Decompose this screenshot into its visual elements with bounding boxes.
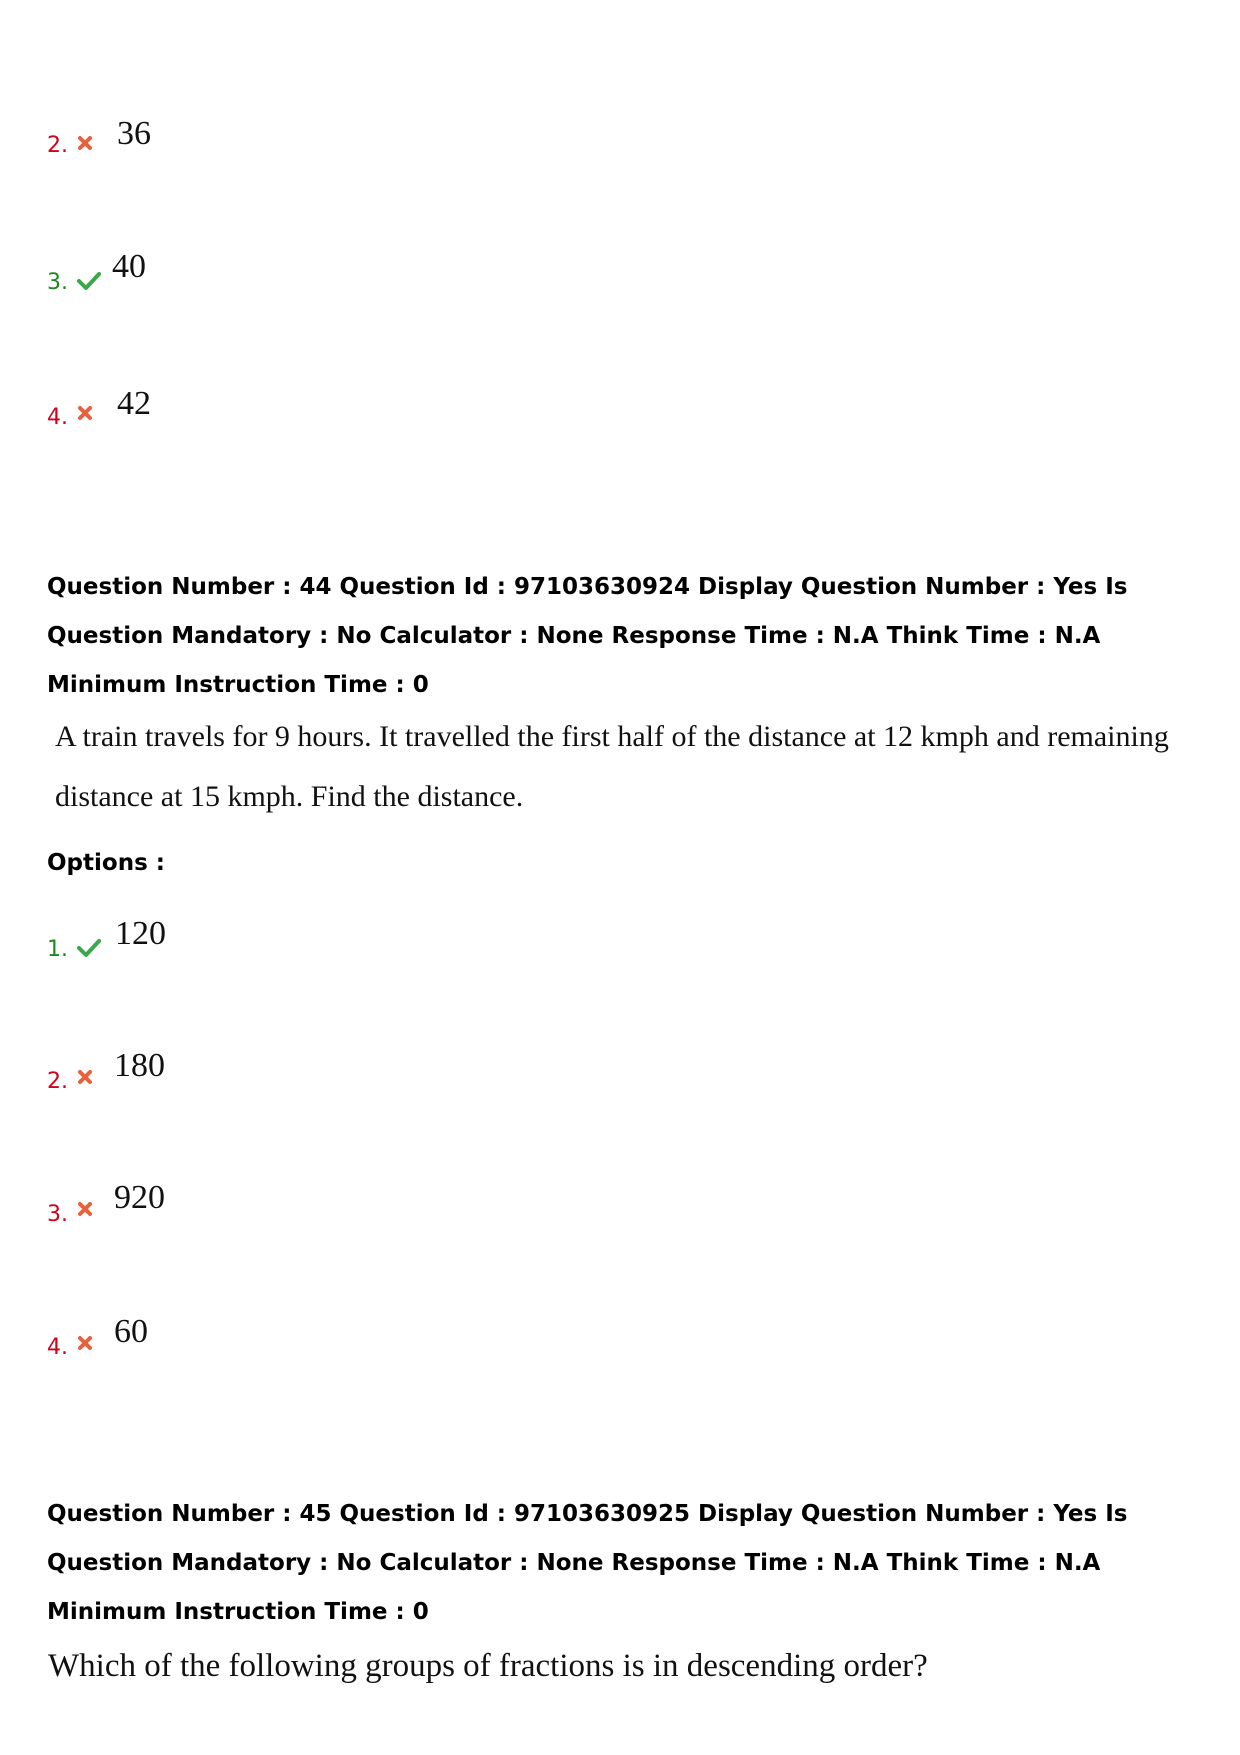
option-number: 3. (47, 1202, 68, 1227)
cross-icon (77, 135, 93, 155)
option-value: 36 (117, 115, 151, 152)
cross-icon (77, 405, 93, 425)
cross-icon (77, 1335, 93, 1355)
cross-icon (77, 1069, 93, 1089)
option-value: 40 (112, 248, 146, 285)
option-number: 4. (47, 405, 68, 430)
cross-icon (77, 1201, 93, 1221)
option-value: 42 (117, 385, 151, 422)
question-text: Which of the following groups of fractions is in descending order? (48, 1648, 928, 1684)
question-meta: Question Number : 44 Question Id : 97103630924 Display Question Number : Yes Is Question Mandatory : No Calculator : None Response Time : N.A Think Time : N.A Minimum Instruction Time : 0 (47, 574, 1128, 698)
question-text: A train travels for 9 hours. It travelled the first half of the distance at 12 kmph and remaining (55, 720, 1169, 753)
option-value: 120 (115, 915, 166, 952)
option-number: 2. (47, 1069, 68, 1094)
option-value: 60 (114, 1313, 148, 1350)
check-icon (77, 271, 101, 295)
option-number: 4. (47, 1335, 68, 1360)
option-number: 3. (47, 270, 68, 295)
option-number: 1. (47, 937, 68, 962)
check-icon (77, 938, 101, 962)
option-number: 2. (47, 133, 68, 158)
option-value: 920 (114, 1179, 165, 1216)
option-value: 180 (114, 1047, 165, 1084)
question-text: distance at 15 kmph. Find the distance. (55, 780, 524, 813)
question-meta: Question Number : 45 Question Id : 97103630925 Display Question Number : Yes Is Question Mandatory : No Calculator : None Response Time : N.A Think Time : N.A Minimum Instruction Time : 0 (47, 1501, 1128, 1625)
options-label: Options : (47, 850, 165, 876)
